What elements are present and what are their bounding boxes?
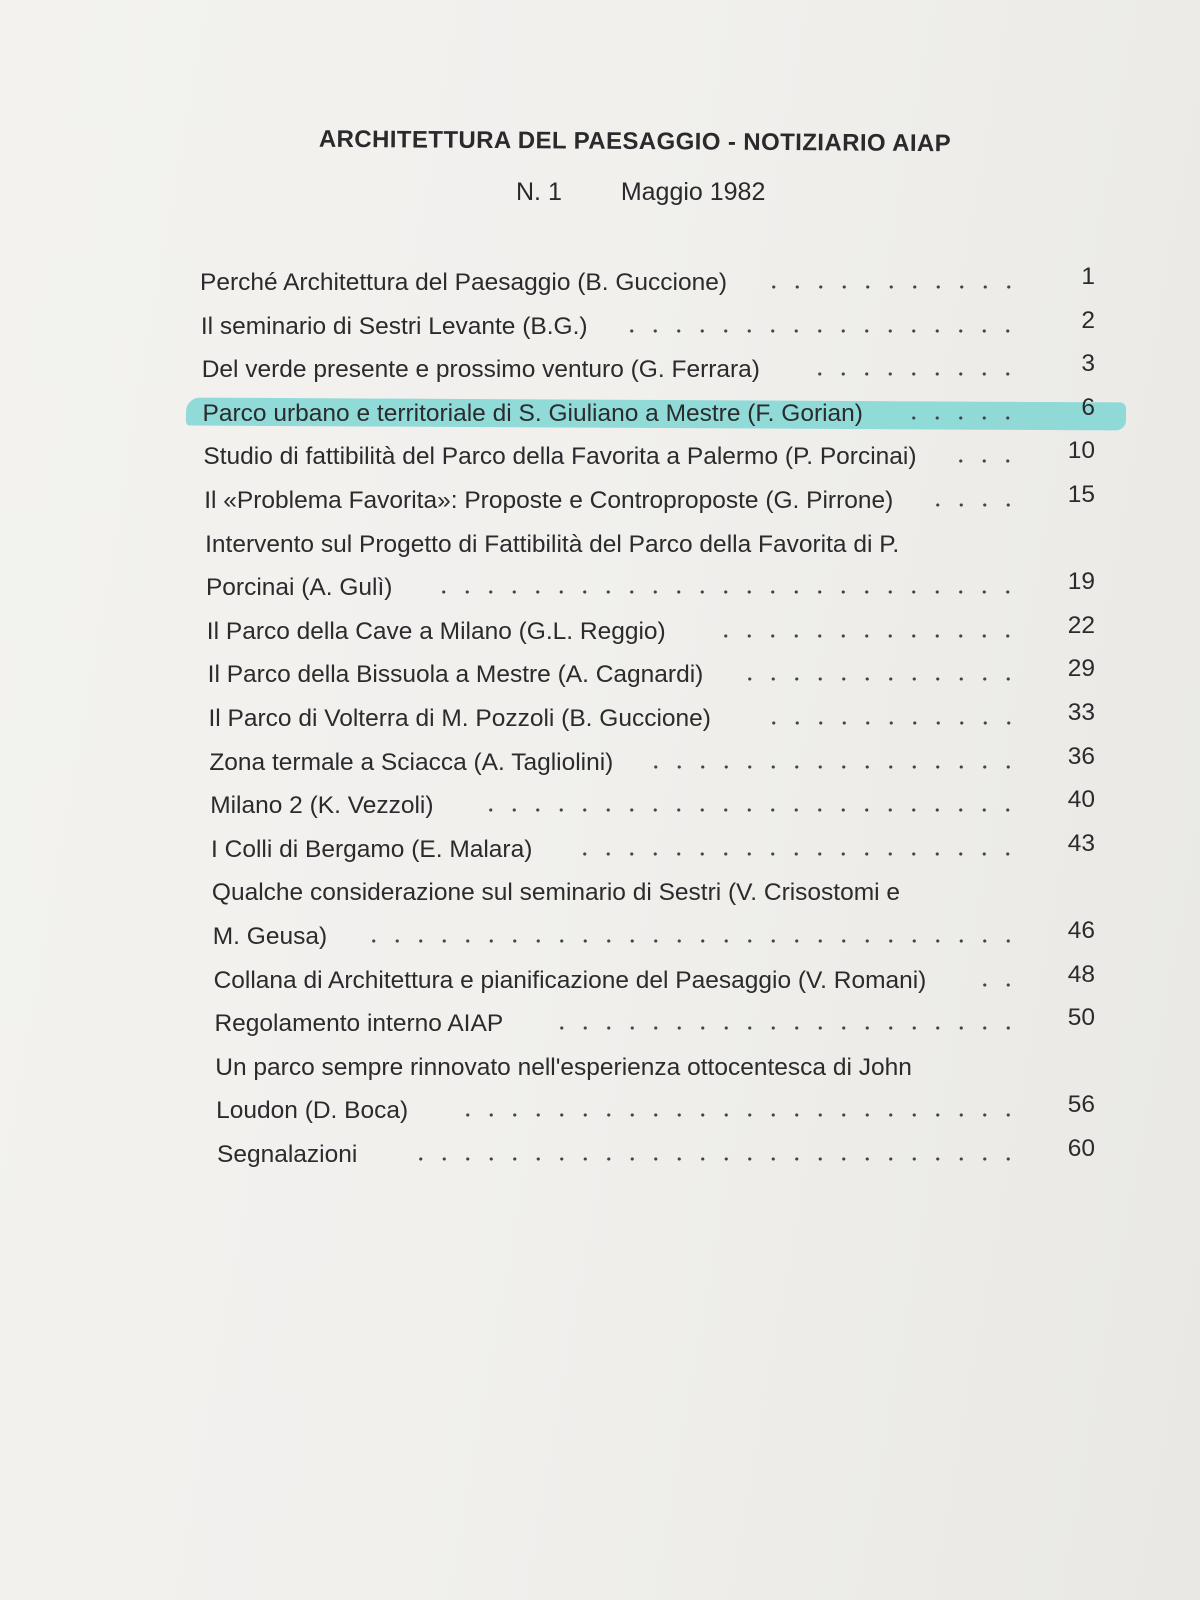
toc-entry-title: Qualche considerazione sul seminario di Sestri (V. Crisostomi e: [211, 879, 901, 907]
toc-entry-title: Studio di fattibilità del Parco della Favorita a Palermo (P. Porcinai): [203, 443, 917, 471]
toc-entry-line: [203, 397, 1020, 431]
toc-page-number: 19: [1067, 568, 1095, 596]
toc-page-number: 36: [1067, 742, 1095, 770]
toc-page-number: 29: [1067, 655, 1095, 683]
toc-page-number: 48: [1067, 960, 1095, 988]
toc-entry-title: Il seminario di Sestri Levante (B.G.): [200, 312, 588, 340]
toc-page-number: 22: [1067, 611, 1095, 639]
toc-entry-line: [201, 310, 1020, 344]
toc-entry-title: M. Geusa): [212, 923, 328, 950]
toc-entry-line: [214, 1007, 1020, 1041]
dot-leader: [714, 615, 1020, 649]
toc-entry-title: Loudon (D. Boca): [216, 1097, 409, 1125]
dot-leader: [573, 833, 1020, 867]
toc-entry-title: Un parco sempre rinnovato nell'esperienza ottocentesca di John: [215, 1053, 912, 1081]
toc-entry-title: Segnalazioni: [217, 1141, 358, 1168]
toc-entry-line: [202, 353, 1020, 387]
toc-entry-title: Del verde presente e prossimo venturo (G. Ferrara): [201, 356, 760, 384]
toc-entry-line: [205, 528, 1020, 562]
toc-page-number: 56: [1067, 1091, 1095, 1119]
toc-page-number: 6: [1081, 393, 1095, 421]
toc-entry-title: Perché Architettura del Paesaggio (B. Guccione): [200, 269, 728, 296]
toc-entry-line: [209, 702, 1021, 736]
page-title: ARCHITETTURA DEL PAESAGGIO - NOTIZIARIO AIAP: [318, 125, 952, 158]
dot-leader: [432, 571, 1020, 605]
toc-entry-title: Porcinai (A. Gulì): [205, 574, 393, 602]
toc-entry-line: [210, 789, 1020, 823]
toc-page-number: 2: [1081, 306, 1095, 334]
toc-entry-title: Zona termale a Sciacca (A. Tagliolini): [209, 748, 614, 776]
toc-entry-title: Regolamento interno AIAP: [214, 1010, 504, 1038]
dot-leader: [409, 1138, 1020, 1172]
dot-leader: [902, 397, 1020, 431]
toc-entry-title: Il Parco della Bissuola a Mestre (A. Cagnardi): [207, 661, 704, 689]
toc-entry-line: [209, 746, 1020, 780]
toc-page-number: 1: [1081, 263, 1095, 290]
dot-leader: [949, 440, 1020, 474]
toc-page-number: 50: [1067, 1004, 1095, 1032]
toc-entry-title: Il «Problema Favorita»: Proposte e Controproposte (G. Pirrone): [204, 487, 894, 514]
issue-number: N. 1: [516, 178, 562, 206]
issue-date: Maggio 1982: [620, 178, 766, 206]
dot-leader: [762, 702, 1021, 736]
toc-entry-line: [200, 266, 1020, 300]
toc-entry-title: Il Parco di Volterra di M. Pozzoli (B. Guccione): [208, 705, 711, 732]
toc-entry-line: [208, 658, 1020, 692]
toc-entry-line: [217, 1138, 1020, 1172]
dot-leader: [926, 484, 1020, 518]
dot-leader: [644, 746, 1020, 780]
toc-page-number: 46: [1067, 917, 1095, 944]
dot-leader: [550, 1007, 1020, 1041]
toc-entry-title: Parco urbano e territoriale di S. Giuliano a Mestre (F. Gorian): [202, 399, 863, 427]
toc-entry-line: [204, 484, 1020, 518]
dot-leader: [362, 920, 1020, 954]
toc-entry-line: [216, 1094, 1020, 1128]
toc-entry-title: Collana di Architettura e pianificazione del Paesaggio (V. Romani): [213, 966, 927, 994]
toc-page-number: 40: [1067, 786, 1095, 814]
dot-leader: [808, 353, 1020, 387]
toc-page-number: 3: [1081, 350, 1095, 378]
toc-entry-line: [206, 571, 1020, 605]
toc-entry-line: [212, 876, 1020, 910]
toc-page-number: 15: [1067, 481, 1095, 508]
dot-leader: [479, 789, 1020, 823]
toc-entry-line: [215, 1051, 1020, 1085]
toc-entry-line: [211, 833, 1020, 867]
dot-leader: [620, 310, 1020, 344]
toc-entry-line: [213, 920, 1020, 954]
toc-entry-title: Milano 2 (K. Vezzoli): [210, 792, 434, 820]
toc-entry-title: Intervento sul Progetto di Fattibilità del Parco della Favorita di P.: [205, 530, 900, 558]
toc-page-number: 60: [1067, 1135, 1095, 1162]
toc-page-number: 43: [1067, 829, 1095, 857]
toc-entry-title: Il Parco della Cave a Milano (G.L. Reggio): [206, 617, 666, 645]
toc-page-number: 33: [1067, 699, 1095, 726]
toc-entry-line: [214, 964, 1020, 998]
toc-entry-line: [203, 440, 1020, 474]
dot-leader: [456, 1094, 1020, 1128]
dot-leader: [738, 658, 1020, 692]
toc-entry-title: I Colli di Bergamo (E. Malara): [211, 835, 533, 863]
dot-leader: [973, 964, 1020, 998]
toc-page-number: 10: [1067, 437, 1095, 465]
toc-entry-line: [207, 615, 1020, 649]
dot-leader: [762, 266, 1021, 300]
